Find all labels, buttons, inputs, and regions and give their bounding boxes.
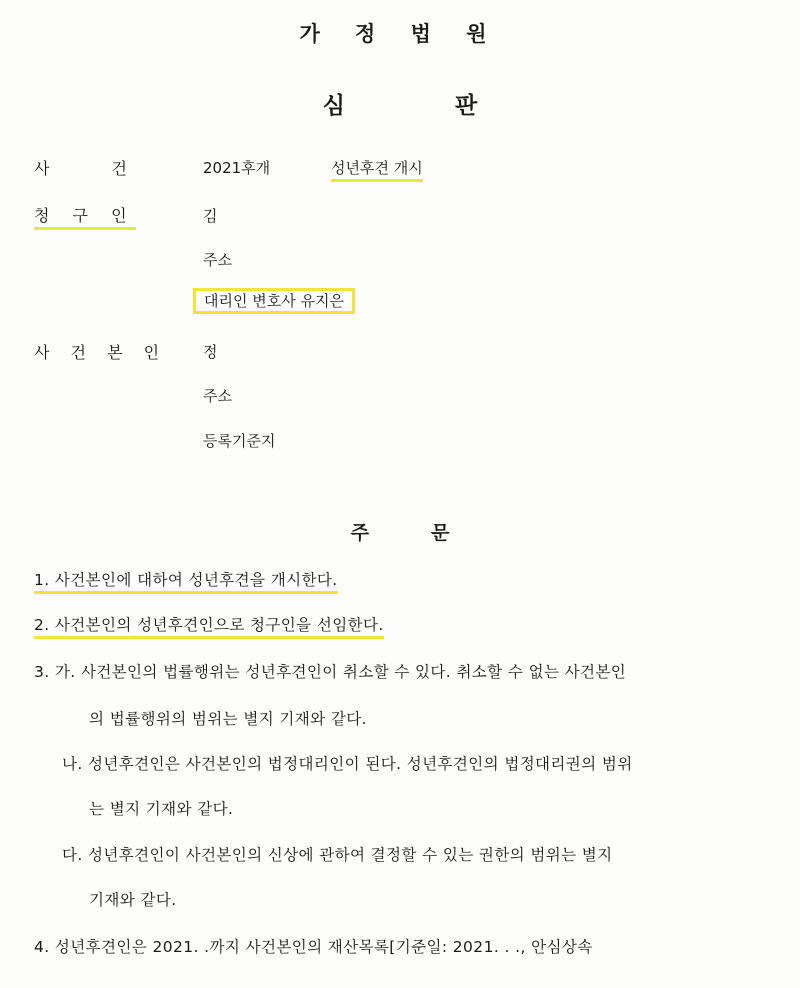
- order-item-3a-line2: 의 법률행위의 범위는 별지 기재와 같다.: [89, 710, 367, 728]
- principal-name: 정: [203, 343, 218, 361]
- petitioner-label: [34, 203, 136, 226]
- order-item-2-text: 2. 사건본인의 성년후견인으로 청구인을 선임한다.: [34, 616, 384, 639]
- order-item-1-text: 1. 사건본인에 대하여 성년후견을 개시한다.: [34, 571, 338, 594]
- petitioner-label-text: 청 구 인: [34, 206, 136, 230]
- principal-address: 주소: [203, 387, 232, 405]
- case-name: [331, 157, 423, 178]
- petitioner-address: 주소: [203, 251, 232, 269]
- document-type-right: 판: [455, 93, 478, 119]
- order-title-right: 문: [431, 522, 450, 544]
- principal-label: 사 건 본 인: [34, 343, 168, 362]
- case-name-text: 성년후견 개시: [331, 159, 423, 182]
- order-item-1: [34, 568, 338, 590]
- petitioner-agent-text: 대리인 변호사 유지은: [193, 288, 355, 314]
- order-item-3b-line2: 는 별지 기재와 같다.: [89, 800, 234, 818]
- principal-registration: 등록기준지: [203, 432, 276, 450]
- document-type-left: 심: [322, 93, 345, 119]
- order-title: [0, 518, 800, 545]
- order-item-4-line1: 4. 성년후견인은 2021. .까지 사건본인의 재산목록[기준일: 2021. . ., 안심상속: [34, 938, 593, 956]
- order-item-3c-line2: 기재와 같다.: [89, 891, 177, 909]
- case-label: 사 건: [34, 159, 127, 178]
- order-title-left: 주: [350, 522, 369, 544]
- order-item-3c-line1: 다. 성년후견인이 사건본인의 신상에 관하여 결정할 수 있는 권한의 범위는 별지: [62, 846, 613, 864]
- order-item-2: [34, 613, 384, 635]
- petitioner-name: 김: [203, 207, 218, 225]
- document-type-title: [0, 87, 800, 120]
- order-item-3b-line1: 나. 성년후견인은 사건본인의 법정대리인이 된다. 성년후견인의 법정대리권의 범위: [62, 755, 633, 773]
- order-item-3a-line1: 3. 가. 사건본인의 법률행위는 성년후견인이 취소할 수 있다. 취소할 수 없는 사건본인: [34, 663, 627, 681]
- court-name: 가 정 법 원: [299, 22, 501, 46]
- petitioner-agent: [193, 290, 355, 311]
- case-number: 2021후개: [203, 159, 271, 177]
